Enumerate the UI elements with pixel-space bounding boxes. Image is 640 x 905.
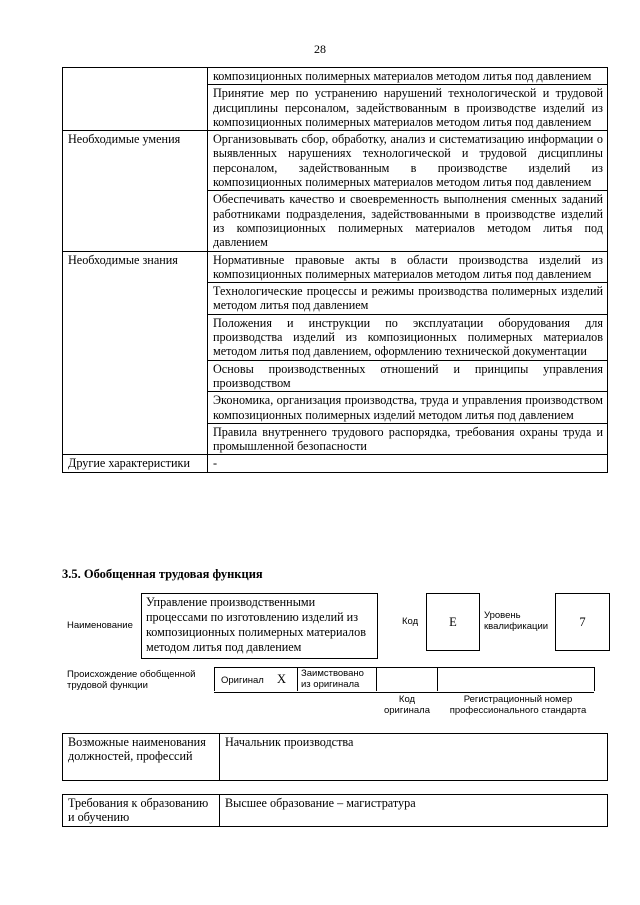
divider bbox=[437, 667, 438, 691]
page-number: 28 bbox=[314, 42, 326, 56]
row-label bbox=[63, 68, 208, 131]
education-label: Требования к образованию и обучению bbox=[63, 795, 220, 827]
positions-table bbox=[62, 733, 608, 781]
table-cell: Нормативные правовые акты в области производства изделий из композиционных полимерных материалов методом литья под давлением bbox=[208, 251, 608, 283]
divider bbox=[297, 667, 298, 691]
table-row bbox=[63, 455, 608, 472]
table-cell: Технологические процессы и режимы производства полимерных изделий методом литья под давлением bbox=[208, 283, 608, 315]
table-cell: композиционных полимерных материалов методом литья под давлением bbox=[208, 68, 608, 85]
divider bbox=[214, 667, 215, 691]
education-value: Высшее образование – магистратура bbox=[220, 795, 608, 827]
table-cell: Основы производственных отношений и принципы управления производством bbox=[208, 360, 608, 392]
original-mark: X bbox=[277, 672, 287, 686]
divider bbox=[594, 667, 595, 691]
code-label: Код bbox=[402, 616, 419, 627]
table-cell: Положения и инструкции по эксплуатации оборудования для производства изделий из композиционных полимерных материалов методом литья под давлением, оформлению технической документации bbox=[208, 314, 608, 360]
row-label: Необходимые знания bbox=[63, 251, 208, 455]
table-row bbox=[63, 795, 608, 827]
code-value: E bbox=[426, 593, 480, 651]
reg-number-label: Регистрационный номер профессионального стандарта bbox=[449, 694, 587, 716]
table-cell: Обеспечивать качество и своевременность выполнения сменных заданий работниками подразделения, задействованными в производстве изделий из композиционных полимерных материалов методом литья под давлением bbox=[208, 191, 608, 251]
original-label: Оригинал bbox=[221, 675, 264, 686]
positions-value: Начальник производства bbox=[220, 734, 608, 781]
origin-label: Происхождение обобщенной трудовой функции bbox=[67, 669, 196, 691]
section-title: 3.5. Обобщенная трудовая функция bbox=[62, 567, 263, 581]
level-value: 7 bbox=[555, 593, 610, 651]
table-row bbox=[63, 734, 608, 781]
origin-row bbox=[214, 667, 594, 693]
row-label: Другие характеристики bbox=[63, 455, 208, 472]
positions-label: Возможные наименования должностей, профессий bbox=[63, 734, 220, 781]
table-row bbox=[63, 131, 608, 191]
table-cell: Экономика, организация производства, труда и управления производством композиционных полимерных изделий методом литья под давлением bbox=[208, 392, 608, 424]
table-cell: Принятие мер по устранению нарушений технологической и трудовой дисциплины персоналом, задействованным в производстве изделий из композиционных полимерных материалов методом литья под давлением bbox=[208, 85, 608, 131]
name-label: Наименование bbox=[67, 620, 133, 631]
divider bbox=[376, 667, 377, 691]
table-cell: Организовывать сбор, обработку, анализ и систематизацию информации о выявленных нарушениях технологической и трудовой дисциплины персоналом, задействованным в производстве изделий из композиционных полимерных материалов методом литья под давлением bbox=[208, 131, 608, 191]
row-label: Необходимые умения bbox=[63, 131, 208, 251]
borrowed-label: Заимствовано из оригинала bbox=[301, 668, 364, 690]
table-cell: - bbox=[208, 455, 608, 472]
table-row bbox=[63, 68, 608, 85]
competencies-table bbox=[62, 67, 608, 473]
education-table bbox=[62, 794, 608, 827]
function-name-box: Управление производственными процессами по изготовлению изделий из композиционных полимерных материалов методом литья под давлением bbox=[141, 593, 378, 659]
code-original-label: Код оригинала bbox=[383, 694, 430, 716]
level-label: Уровень квалификации bbox=[484, 610, 549, 632]
table-cell: Правила внутреннего трудового распорядка, требования охраны труда и промышленной безопасности bbox=[208, 423, 608, 455]
table-row bbox=[63, 251, 608, 283]
